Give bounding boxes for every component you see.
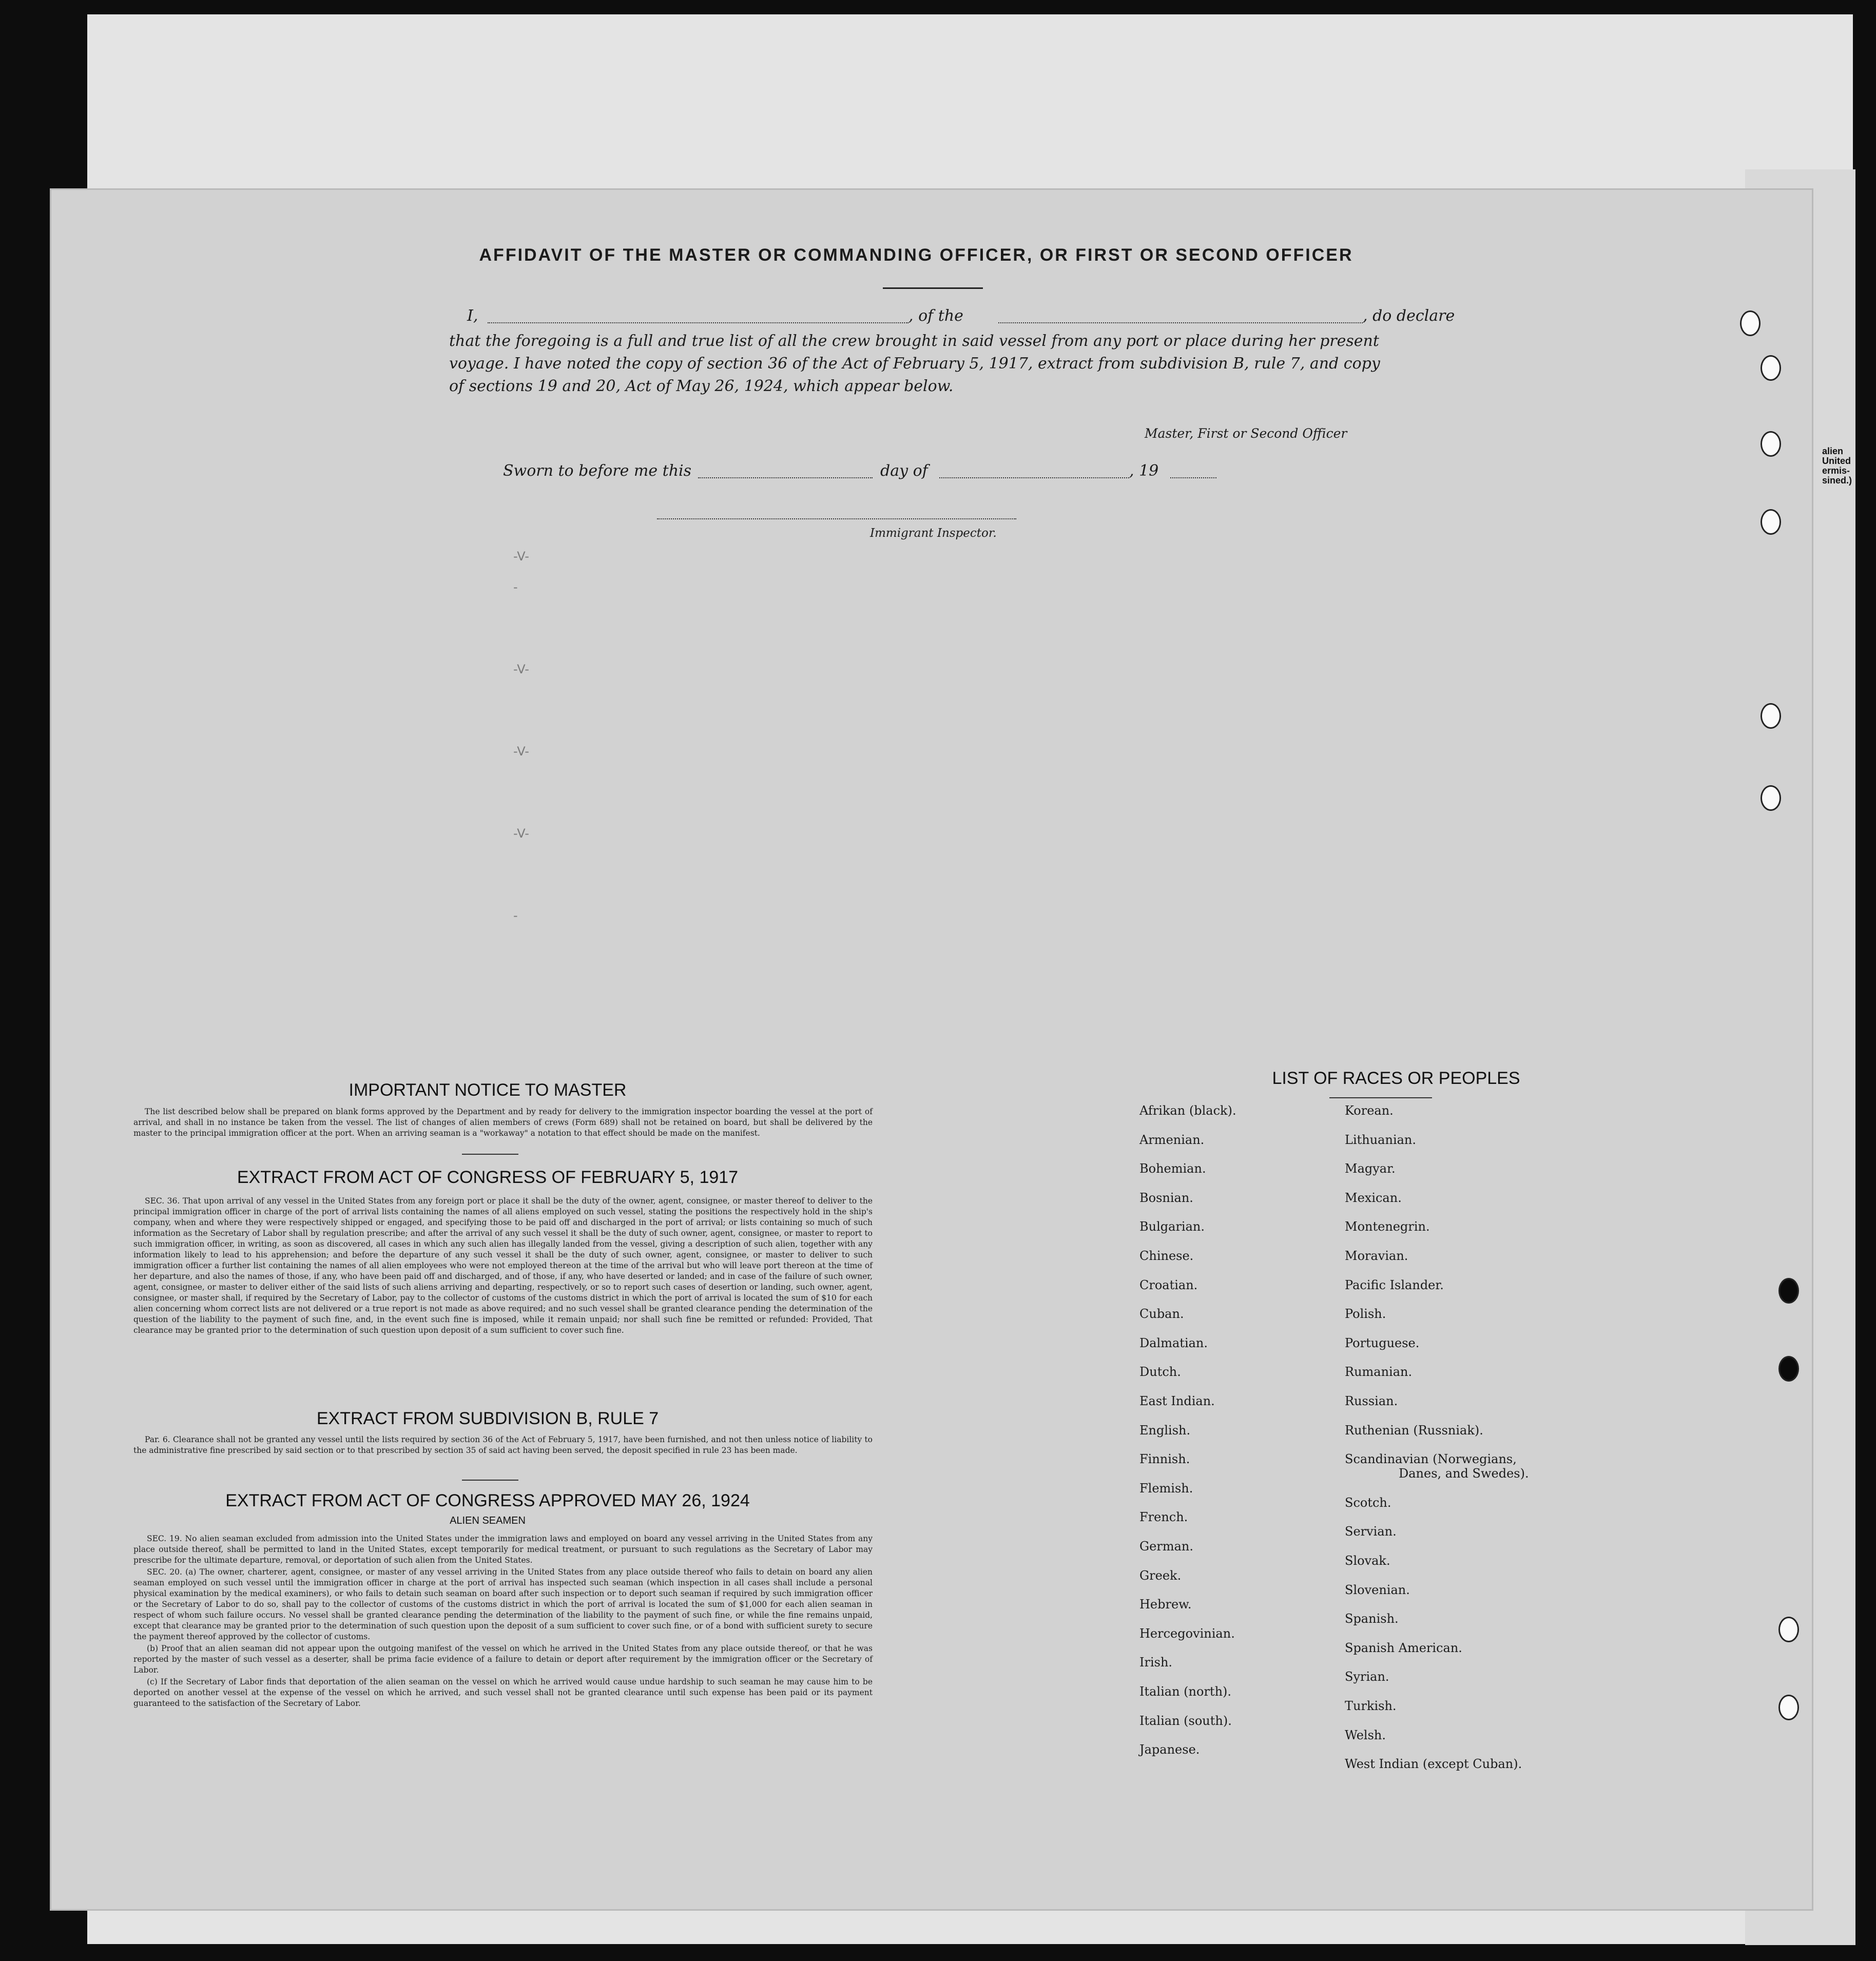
extract-1924-title: EXTRACT FROM ACT OF CONGRESS APPROVED MAY 26, 1924 — [225, 1491, 750, 1510]
fragment-line: ermis- — [1822, 465, 1850, 476]
race-item: Syrian. — [1345, 1669, 1389, 1684]
race-item: Finnish. — [1139, 1452, 1190, 1467]
races-title-rule — [1329, 1097, 1432, 1098]
race-item: Turkish. — [1345, 1699, 1397, 1713]
race-item: Pacific Islander. — [1345, 1277, 1444, 1292]
races-title: LIST OF RACES OR PEOPLES — [1272, 1069, 1520, 1088]
extract-1924-text — [133, 1533, 873, 1710]
vessel-blank[interactable] — [998, 322, 1363, 323]
binder-hole — [1778, 1695, 1799, 1720]
race-item: Scandinavian (Norwegians, — [1345, 1452, 1517, 1467]
race-item: West Indian (except Cuban). — [1345, 1757, 1522, 1772]
race-item: Welsh. — [1345, 1727, 1386, 1742]
race-item: East Indian. — [1139, 1394, 1215, 1408]
affidavit-line-4: of sections 19 and 20, Act of May 26, 1924, which appear below. — [449, 377, 954, 395]
race-item: Montenegrin. — [1345, 1219, 1430, 1234]
affidavit-i-label: I, — [467, 307, 478, 325]
race-item: Magyar. — [1345, 1161, 1396, 1176]
race-item: Bosnian. — [1139, 1190, 1193, 1205]
extract-1917-title: EXTRACT FROM ACT OF CONGRESS OF FEBRUARY 5, 1917 — [237, 1168, 739, 1187]
race-item: Afrikan (black). — [1139, 1103, 1236, 1118]
race-item: Chinese. — [1139, 1249, 1194, 1263]
race-item: French. — [1139, 1510, 1188, 1525]
race-item: Lithuanian. — [1345, 1132, 1417, 1147]
sec19-paragraph: SEC. 19. No alien seaman excluded from admission into the United States under the immigration laws and employed on board any vessel arriving in the United States from any place outside thereof, shall be permitted to land in the United States, except temporarily for medical treatment, or pursuant to such regulations as the Secretary of Labor may prescribe for the ultimate departure, removal, or deportation of such alien from the United States. — [133, 1534, 873, 1565]
binder-hole — [1740, 310, 1761, 336]
race-item: Scotch. — [1345, 1495, 1391, 1510]
section-rule — [462, 1480, 518, 1481]
pencil-mark: -V- — [513, 826, 529, 841]
extract-rule7-title: EXTRACT FROM SUBDIVISION B, RULE 7 — [316, 1409, 659, 1428]
sworn-day-blank[interactable] — [698, 477, 873, 478]
race-item: Croatian. — [1139, 1277, 1198, 1292]
race-item: Slovak. — [1345, 1554, 1390, 1568]
pencil-mark: - — [513, 908, 518, 923]
race-item: Irish. — [1139, 1655, 1173, 1670]
sworn-month-blank[interactable] — [939, 477, 1129, 478]
race-item: Hebrew. — [1139, 1597, 1192, 1612]
master-signature-label: Master, First or Second Officer — [1145, 426, 1347, 441]
race-item: Italian (north). — [1139, 1684, 1232, 1699]
binder-hole — [1761, 355, 1781, 381]
sec20a-paragraph: SEC. 20. (a) The owner, charterer, agent, consignee, or master of any vessel arriving in the United States from any place outside thereof who fails to detain on board any alien seaman employed on such vessel until the immigration officer in charge at the port of arrival has inspected such seaman (which inspection in all cases shall include a personal physical examination by the medical examiners), or who fails to detain such seaman on board after such inspection or to deport such seaman if required by such immigration officer or the Secretary of Labor to do so, shall pay to the collector of customs of the customs district in which the port of arrival is located the sum of $1,000 for each alien seaman in respect of whom such failure occurs. No vessel shall be granted clearance pending the determination of the liability to the payment of such fine, or while the fine remains unpaid, except that clearance may be granted prior to the determination of such question upon the deposit of a sum sufficient to cover such fine, or of a bond with sufficient surety to secure the payment thereof approved by the collector of customs. — [133, 1567, 873, 1641]
race-item: Ruthenian (Russniak). — [1345, 1423, 1483, 1438]
pencil-mark: -V- — [513, 549, 529, 564]
sec20b-paragraph: (b) Proof that an alien seaman did not appear upon the outgoing manifest of the vessel on which he arrived in the United States from any place outside thereof, or that he was reported by the master of such vessel as a deserter, shall be prima facie evidence of a failure to detain or deport after requirement by the immigration officer or the Secretary of Labor. — [133, 1644, 873, 1675]
affidavit-of-the: , of the — [908, 307, 963, 325]
race-item: Rumanian. — [1345, 1365, 1413, 1380]
inspector-label: Immigrant Inspector. — [870, 527, 997, 540]
back-sheet-fragment — [1822, 446, 1852, 486]
race-item: Dutch. — [1139, 1365, 1181, 1380]
race-item: Spanish American. — [1345, 1640, 1462, 1655]
race-item: Moravian. — [1345, 1249, 1408, 1263]
binder-hole — [1778, 1617, 1799, 1642]
race-item: Bohemian. — [1139, 1161, 1206, 1176]
section-rule — [462, 1154, 518, 1155]
name-blank[interactable] — [488, 322, 908, 323]
race-item: Portuguese. — [1345, 1335, 1420, 1350]
affidavit-do-declare: , do declare — [1363, 307, 1455, 325]
race-item: Danes, and Swedes). — [1399, 1466, 1529, 1481]
race-item: Hercegovinian. — [1139, 1626, 1235, 1641]
race-item: Russian. — [1345, 1394, 1398, 1408]
race-item: Korean. — [1345, 1103, 1394, 1118]
affidavit-line-3: voyage. I have noted the copy of section 36 of the Act of February 5, 1917, extract from subdivision B, rule 7, and copy — [449, 355, 1380, 373]
notice-text: The list described below shall be prepared on blank forms approved by the Department and by ready for delivery to the immigration inspector boarding the vessel at the port of arrival, and shall in no instance be taken from the vessel. The list of changes of alien members of crews (Form 689) shall not be retained on board, but shall be delivered by the master to the principal immigration officer at the port. When an arriving seaman is a "workaway" a notation to that effect should be made on the manifest. — [133, 1107, 873, 1138]
document-page — [51, 190, 1812, 1909]
fragment-line: alien — [1822, 446, 1844, 456]
inspector-signature-blank[interactable] — [657, 518, 1016, 519]
binder-hole — [1778, 1356, 1799, 1382]
race-item: Italian (south). — [1139, 1713, 1232, 1728]
race-item: German. — [1139, 1539, 1193, 1554]
binder-hole — [1761, 703, 1781, 729]
pencil-mark: - — [513, 580, 518, 594]
race-item: Cuban. — [1139, 1307, 1184, 1322]
race-item: Dalmatian. — [1139, 1335, 1208, 1350]
race-item: Polish. — [1345, 1307, 1386, 1322]
sworn-label: Sworn to before me this — [503, 462, 692, 480]
binder-hole — [1761, 509, 1781, 535]
race-item: Slovenian. — [1345, 1582, 1410, 1597]
race-item: Servian. — [1345, 1524, 1397, 1539]
race-item: Japanese. — [1139, 1742, 1200, 1757]
extract-1924-subtitle: ALIEN SEAMEN — [450, 1515, 526, 1526]
sec20c-paragraph: (c) If the Secretary of Labor finds that deportation of the alien seaman on the vessel on which he arrived would cause undue hardship to such seaman he may cause him to be deported on another vessel at the expense of the vessel on which he arrived, and such vessel shall not be granted clearance until such expense has been paid or its payment guaranteed to the satisfaction of the Secretary of Labor. — [133, 1677, 873, 1708]
binder-hole — [1761, 785, 1781, 811]
binder-hole — [1761, 431, 1781, 457]
fragment-line: United — [1822, 456, 1851, 466]
race-item: English. — [1139, 1423, 1191, 1438]
day-of-label: day of — [880, 462, 928, 480]
race-item: Armenian. — [1139, 1132, 1205, 1147]
pencil-mark: -V- — [513, 662, 529, 676]
year-label: , 19 — [1129, 462, 1159, 480]
race-item: Bulgarian. — [1139, 1219, 1205, 1234]
title-rule — [883, 287, 983, 289]
race-item: Flemish. — [1139, 1481, 1193, 1496]
notice-title: IMPORTANT NOTICE TO MASTER — [349, 1080, 627, 1100]
pencil-mark: -V- — [513, 744, 529, 759]
binder-hole — [1778, 1278, 1799, 1304]
affidavit-title: AFFIDAVIT OF THE MASTER OR COMMANDING OFFICER, OR FIRST OR SECOND OFFICER — [479, 245, 1353, 265]
fragment-line: sined.) — [1822, 475, 1852, 486]
affidavit-line-2: that the foregoing is a full and true list of all the crew brought in said vessel from any port or place during her present — [449, 332, 1379, 350]
extract-rule7-text: Par. 6. Clearance shall not be granted any vessel until the lists required by section 36 of the Act of February 5, 1917, have been furnished, and not then unless notice of liability to the administrative fine prescribed by said section or to that prescribed by section 35 of said act having been served, the deposit specified in rule 23 has been made. — [133, 1435, 873, 1455]
sworn-year-blank[interactable] — [1170, 477, 1216, 478]
extract-1917-text: SEC. 36. That upon arrival of any vessel in the United States from any foreign port or place it shall be the duty of the owner, agent, consignee, or master thereof to deliver to the principal immigration officer in charge of the port of arrival lists containing the names of all aliens employed on such vessel, stating the positions the respectively hold in the ship's company, when and where they were respectively shipped or engaged, and specifying those to be paid off and discharged in the port of arrival; or lists containing so much of such information as the Secretary of Labor shall by regulation prescribe; and after the arrival of any such vessel it shall be the duty of such owner, agent, consignee, or master to report to such immigration officer, in writing, as soon as discovered, all cases in which any such alien has illegally landed from the vessel, giving a description of such alien, together with any information likely to lead to his apprehension; and before the departure of any such vessel it shall be the duty of such owner, agent, consignee, or master to deliver to such immigration officer a further list containing the names of all alien employees who were not employed thereon at the time of the arrival but who will leave port thereon at the time of her departure, and also the names of those, if any, who have been paid off and discharged, and of those, if any, who have deserted or landed; and in case of the failure of such owner, agent, consignee, or master to deliver either of the said lists of such aliens arriving and departing, respectively, or so to report such cases of desertion or landing, such owner, agent, consignee, or master shall, if required by the Secretary of Labor, pay to the collector of customs of the customs district in which the port of arrival is located the sum of $10 for each alien concerning whom correct lists are not delivered or a true report is not made as above required; and no such vessel shall be granted clearance pending the determination of the question of the liability to the payment of such fine, and, in the event such fine is imposed, while it remain unpaid; nor shall such fine be remitted or refunded: Provided, That clearance may be granted prior to the determination of such question upon deposit of a sum sufficient to cover such fine. — [133, 1196, 873, 1335]
race-item: Spanish. — [1345, 1611, 1399, 1626]
race-item: Greek. — [1139, 1568, 1182, 1583]
race-item: Mexican. — [1345, 1190, 1402, 1205]
